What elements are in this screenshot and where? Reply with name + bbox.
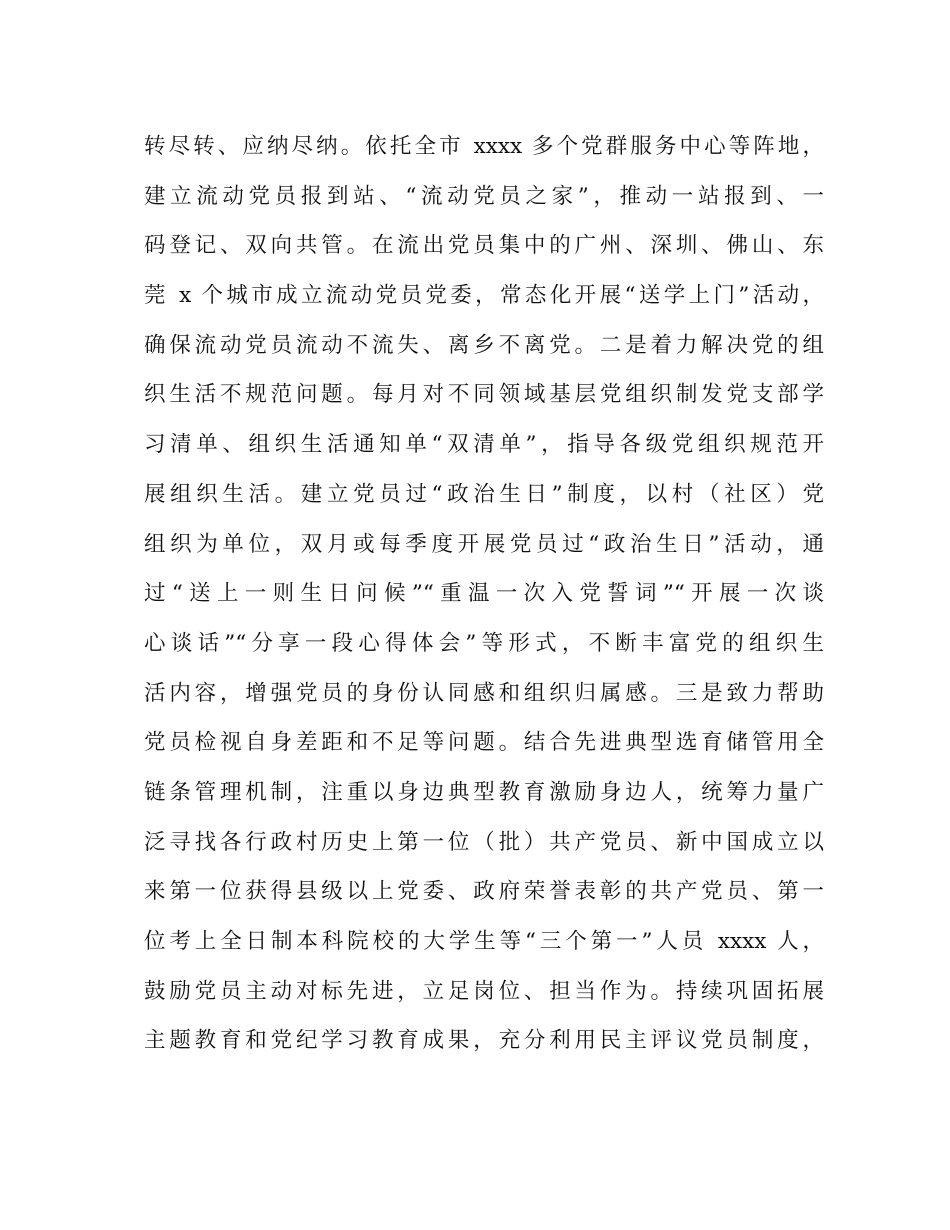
text-line: 织生活不规范问题。每月对不同领域基层党组织制发党支部学 [144, 382, 824, 408]
text-line: 心谈话”“分享一段心得体会”等形式，不断丰富党的组织生 [144, 630, 824, 656]
text-line: 泛寻找各行政村历史上第一位（批）共产党员、新中国成立以 [144, 829, 824, 855]
text-line: 习清单、组织生活通知单“双清单”，指导各级党组织规范开 [144, 432, 824, 458]
text-line: 来第一位获得县级以上党委、政府荣誉表彰的共产党员、第一 [144, 879, 824, 905]
text-line: 展组织生活。建立党员过“政治生日”制度，以村（社区）党 [144, 481, 824, 507]
text-line: 码登记、双向共管。在流出党员集中的广州、深圳、佛山、东 [144, 233, 824, 259]
text-line: 组织为单位，双月或每季度开展党员过“政治生日”活动，通 [144, 531, 824, 557]
body-paragraph [144, 122, 824, 1066]
text-line: 过“送上一则生日问候”“重温一次入党誓词”“开展一次谈 [144, 581, 824, 607]
text-line: 鼓励党员主动对标先进，立足岗位、担当作为。持续巩固拓展 [144, 978, 824, 1004]
text-line: 党员检视自身差距和不足等问题。结合先进典型选育储管用全 [144, 730, 824, 756]
text-line: 转尽转、应纳尽纳。依托全市 xxxx 多个党群服务中心等阵地， [144, 134, 824, 159]
text-line: 确保流动党员流动不流失、离乡不离党。二是着力解决党的组 [144, 332, 824, 358]
text-line: 莞 x 个城市成立流动党员党委，常态化开展“送学上门”活动， [144, 283, 824, 309]
text-line: 主题教育和党纪学习教育成果，充分利用民主评议党员制度， [144, 1028, 824, 1054]
text-line: 链条管理机制，注重以身边典型教育激励身边人，统筹力量广 [144, 779, 824, 805]
text-line: 活内容，增强党员的身份认同感和组织归属感。三是致力帮助 [144, 680, 824, 706]
text-line: 位考上全日制本科院校的大学生等“三个第一”人员 xxxx 人， [144, 929, 824, 954]
text-line: 建立流动党员报到站、“流动党员之家”，推动一站报到、一 [144, 183, 824, 209]
